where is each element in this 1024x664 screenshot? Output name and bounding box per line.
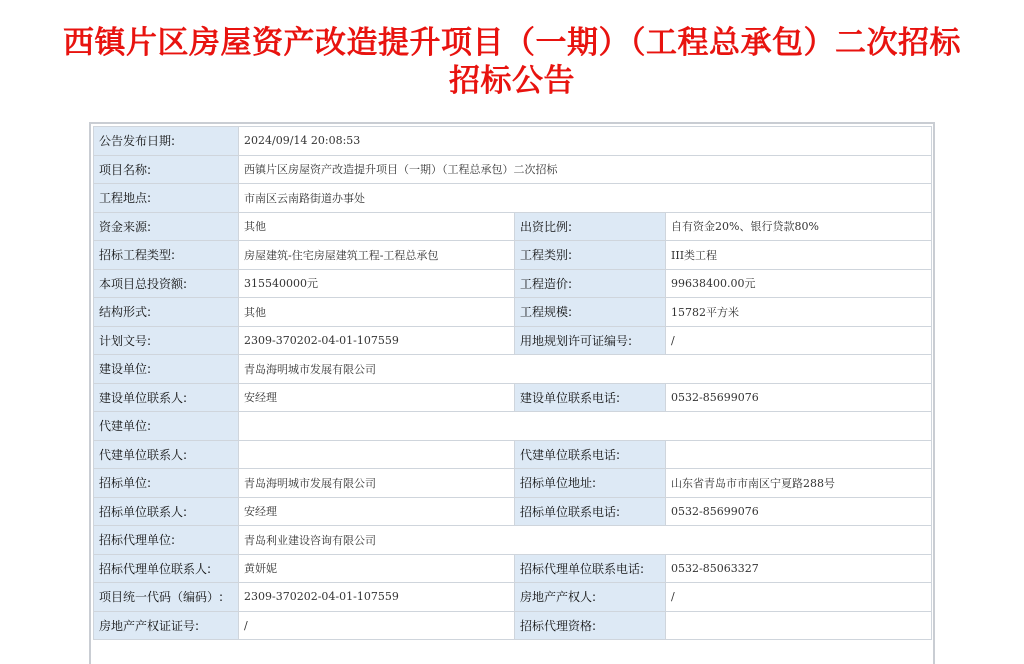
- info-table: [93, 126, 932, 640]
- field-value: 房屋建筑-住宅房屋建筑工程-工程总承包: [239, 241, 515, 270]
- field-label: 公告发布日期:: [94, 127, 239, 156]
- table-row: [94, 298, 932, 327]
- table-row: [94, 611, 932, 640]
- field-value: /: [666, 326, 932, 355]
- field-value: 青岛海明城市发展有限公司: [239, 355, 932, 384]
- table-row: [94, 583, 932, 612]
- table-row: [94, 383, 932, 412]
- table-row: [94, 127, 932, 156]
- field-label: 代建单位联系电话:: [515, 440, 666, 469]
- field-value: 315540000元: [239, 269, 515, 298]
- field-value: 黄妍妮: [239, 554, 515, 583]
- field-label: 出资比例:: [515, 212, 666, 241]
- field-value: 市南区云南路街道办事处: [239, 184, 932, 213]
- field-value: [666, 440, 932, 469]
- table-row: [94, 241, 932, 270]
- table-row: [94, 155, 932, 184]
- field-value: 2309-370202-04-01-107559: [239, 326, 515, 355]
- table-row: [94, 326, 932, 355]
- table-row: [94, 355, 932, 384]
- field-value: 西镇片区房屋资产改造提升项目（一期）（工程总承包）二次招标: [239, 155, 932, 184]
- field-label: 代建单位联系人:: [94, 440, 239, 469]
- field-label: 招标单位联系人:: [94, 497, 239, 526]
- field-label: 招标单位地址:: [515, 469, 666, 498]
- field-label: 招标代理资格:: [515, 611, 666, 640]
- field-value: 0532-85063327: [666, 554, 932, 583]
- title-line-2: 招标公告: [449, 63, 575, 99]
- field-label: 房地产产权证证号:: [94, 611, 239, 640]
- field-value: /: [666, 583, 932, 612]
- field-label: 招标单位:: [94, 469, 239, 498]
- table-row: [94, 526, 932, 555]
- field-value: 青岛利业建设咨询有限公司: [239, 526, 932, 555]
- field-label: 项目名称:: [94, 155, 239, 184]
- field-value: 安经理: [239, 383, 515, 412]
- field-value: 安经理: [239, 497, 515, 526]
- table-row: [94, 184, 932, 213]
- field-label: 结构形式:: [94, 298, 239, 327]
- title-line-1: 西镇片区房屋资产改造提升项目（一期）（工程总承包）二次招标: [63, 25, 961, 61]
- field-label: 招标工程类型:: [94, 241, 239, 270]
- field-label: 建设单位联系人:: [94, 383, 239, 412]
- field-label: 招标代理单位:: [94, 526, 239, 555]
- field-label: 建设单位:: [94, 355, 239, 384]
- field-label: 工程造价:: [515, 269, 666, 298]
- field-value: 青岛海明城市发展有限公司: [239, 469, 515, 498]
- table-row: [94, 269, 932, 298]
- field-value: /: [239, 611, 515, 640]
- field-label: 代建单位:: [94, 412, 239, 441]
- announcement-title: [0, 24, 1024, 100]
- field-value: [666, 611, 932, 640]
- field-label: 房地产产权人:: [515, 583, 666, 612]
- field-label: 本项目总投资额:: [94, 269, 239, 298]
- field-label: 项目统一代码（编码）:: [94, 583, 239, 612]
- field-label: 用地规划许可证编号:: [515, 326, 666, 355]
- field-value: 自有资金20%、银行贷款80%: [666, 212, 932, 241]
- field-label: 招标单位联系电话:: [515, 497, 666, 526]
- field-label: 计划文号:: [94, 326, 239, 355]
- field-value: 0532-85699076: [666, 497, 932, 526]
- field-value: 2309-370202-04-01-107559: [239, 583, 515, 612]
- field-value: [239, 412, 932, 441]
- field-label: 招标代理单位联系电话:: [515, 554, 666, 583]
- table-row: [94, 440, 932, 469]
- table-row: [94, 469, 932, 498]
- table-row: [94, 412, 932, 441]
- table-row: [94, 497, 932, 526]
- field-value: 其他: [239, 298, 515, 327]
- field-label: 工程地点:: [94, 184, 239, 213]
- field-label: 招标代理单位联系人:: [94, 554, 239, 583]
- field-label: 资金来源:: [94, 212, 239, 241]
- table-row: [94, 554, 932, 583]
- info-table-frame: [89, 122, 935, 664]
- field-label: 工程类别:: [515, 241, 666, 270]
- field-value: 其他: [239, 212, 515, 241]
- field-value: [239, 440, 515, 469]
- field-value: 2024/09/14 20:08:53: [239, 127, 932, 156]
- field-value: 山东省青岛市市南区宁夏路288号: [666, 469, 932, 498]
- field-value: III类工程: [666, 241, 932, 270]
- field-label: 建设单位联系电话:: [515, 383, 666, 412]
- field-value: 99638400.00元: [666, 269, 932, 298]
- field-value: 15782平方米: [666, 298, 932, 327]
- field-value: 0532-85699076: [666, 383, 932, 412]
- table-row: [94, 212, 932, 241]
- field-label: 工程规模:: [515, 298, 666, 327]
